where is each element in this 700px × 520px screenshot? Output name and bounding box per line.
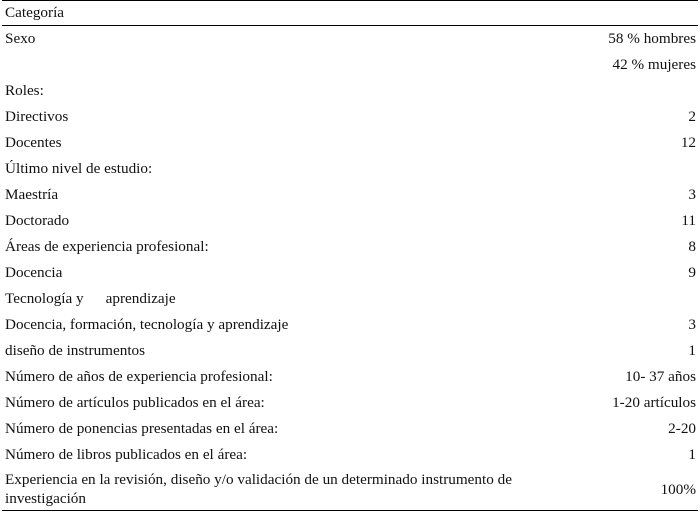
table-row [2,390,698,416]
row-label-part-b: aprendizaje [105,290,176,307]
row-label: Directivos [5,108,69,125]
table-row [2,416,698,442]
table-row [2,338,698,364]
expert-profile-table [2,0,698,511]
row-value [582,286,698,312]
row-label: Número de años de experiencia profesional: [5,368,273,385]
table-row [2,104,698,130]
header-row [2,1,698,26]
table-row [2,182,698,208]
row-label: Docencia, formación, tecnología y aprendizaje [5,316,289,333]
table-row [2,442,698,468]
header-category: Categoría [2,1,698,26]
table-row [2,156,698,182]
row-value: 12 [680,134,697,151]
row-value: 2-20 [668,420,697,437]
row-value: 100% [582,468,698,511]
row-value: 1 [688,342,697,359]
row-label: Último nivel de estudio: [5,160,153,177]
table-header [2,1,698,26]
row-label: Sexo [5,30,36,47]
row-value: 1 [688,446,697,463]
row-label: Número de ponencias presentadas en el área: [5,420,279,437]
row-label: Número de artículos publicados en el área: [5,394,265,411]
table-row [2,468,698,511]
row-label: Maestría [5,186,59,203]
table-row [2,26,698,53]
row-label: Roles: [5,82,44,99]
row-value: 8 [688,238,697,255]
row-value: 42 % mujeres [612,56,697,73]
row-value: 3 [688,186,697,203]
row-value: 11 [681,212,697,229]
row-label [2,286,582,312]
row-label-part-a: Tecnología y [5,290,84,307]
row-label: Áreas de experiencia profesional: [5,238,209,255]
table-row [2,234,698,260]
row-label: diseño de instrumentos [5,342,146,359]
row-value: 2 [688,108,697,125]
table-row [2,260,698,286]
table-row [2,364,698,390]
row-label: Número de libros publicados en el área: [5,446,248,463]
row-label [2,52,582,78]
table-row [2,130,698,156]
row-value: 9 [688,264,697,281]
row-value: 1-20 artículos [612,394,697,411]
row-value: 10- 37 años [625,368,697,385]
row-value: 58 % hombres [608,30,697,47]
table-body [2,26,698,511]
row-label: Docencia [5,264,63,281]
row-value [582,156,698,182]
table-row [2,52,698,78]
table-row [2,312,698,338]
row-value [582,78,698,104]
row-label: Doctorado [5,212,70,229]
row-label: Docentes [5,134,62,151]
table-row [2,286,698,312]
table-row [2,208,698,234]
row-value: 3 [688,316,697,333]
table-row [2,78,698,104]
row-label: Experiencia en la revisión, diseño y/o validación de un determinado instrumento de investigación [2,468,582,511]
